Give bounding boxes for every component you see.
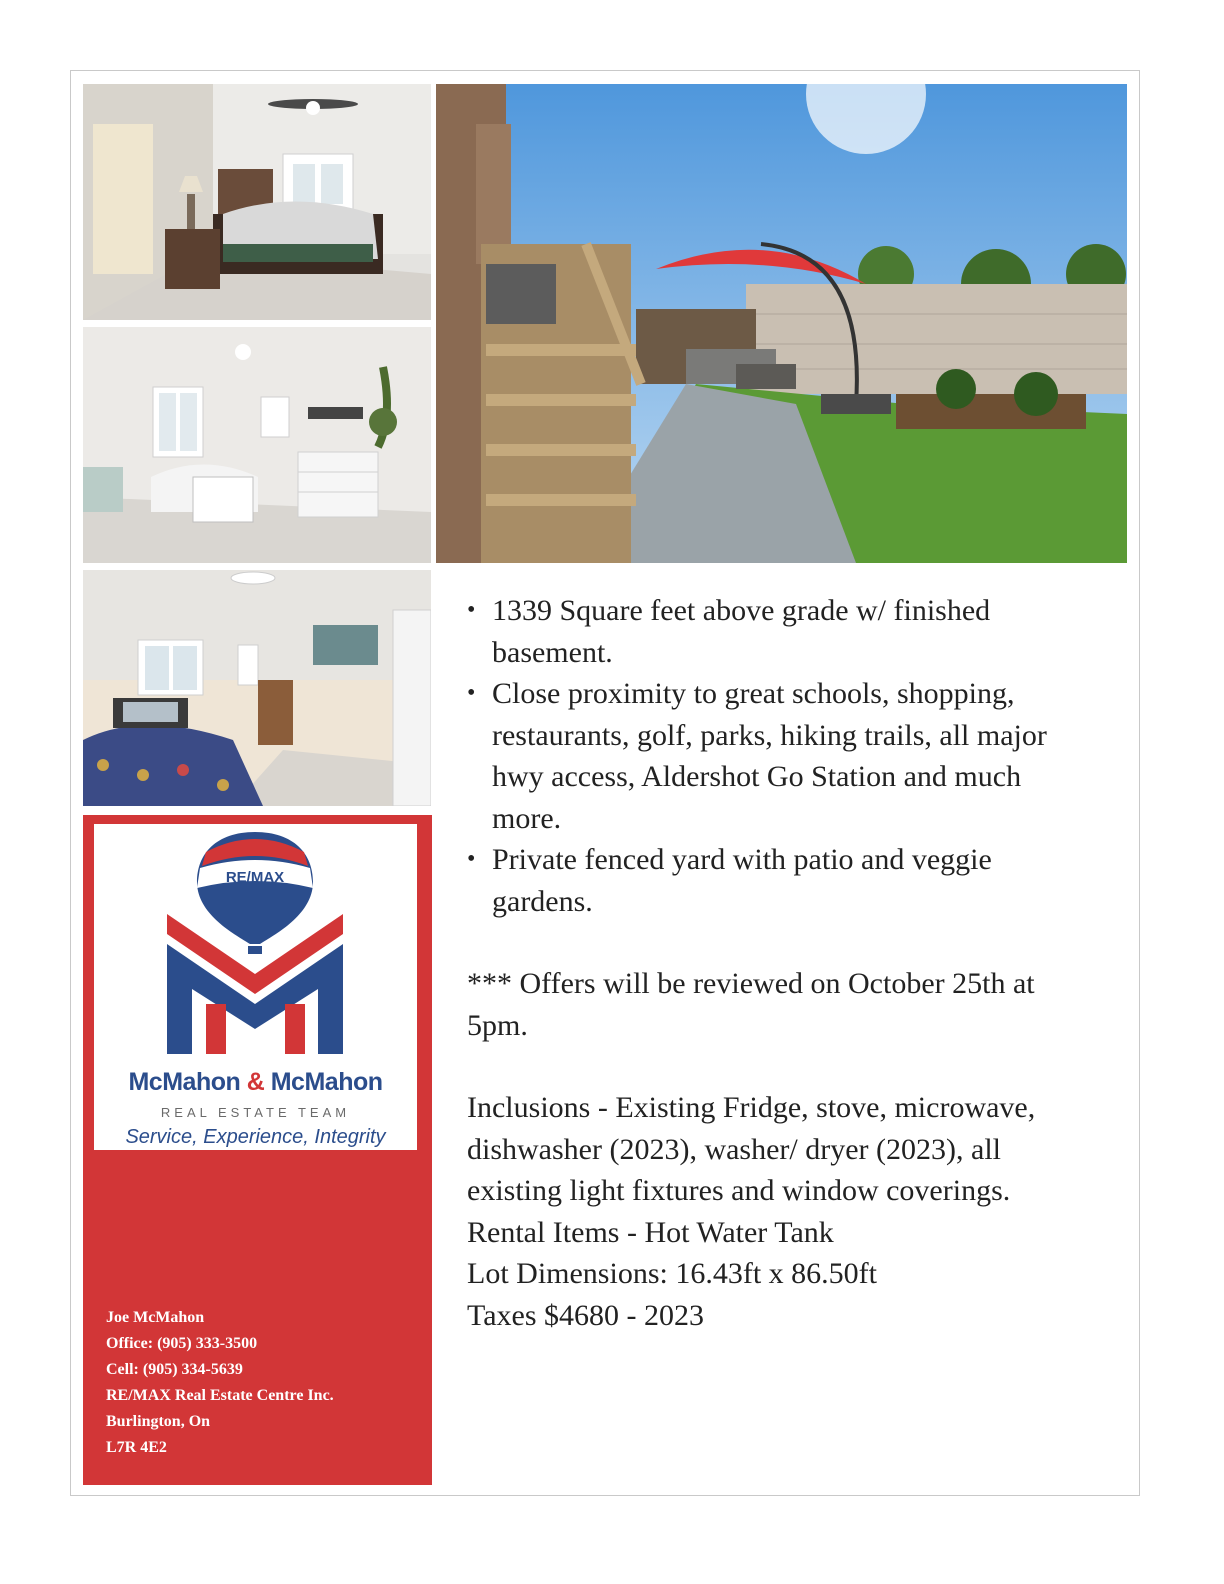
balloon-text: RE/MAX (225, 869, 285, 886)
brand-name: McMahon & McMahon (128, 1068, 383, 1096)
feature-item: • Private fenced yard with patio and veggie gardens. (467, 839, 1087, 922)
office-phone: Office: (905) 333-3500 (106, 1335, 258, 1352)
rental-items: Rental Items - Hot Water Tank (467, 1215, 834, 1249)
team-logo (94, 824, 417, 1150)
bedroom-photo-2 (83, 327, 431, 563)
brand-tagline: Service, Experience, Integrity (125, 1126, 386, 1148)
bedroom-photo-3 (83, 570, 431, 806)
offers-note: *** Offers will be reviewed on October 25th at 5pm. (467, 967, 1035, 1042)
taxes: Taxes $4680 - 2023 (467, 1298, 705, 1332)
backyard-photo (436, 84, 1127, 563)
brokerage-name: RE/MAX Real Estate Centre Inc. (106, 1387, 334, 1404)
feature-item: • Close proximity to great schools, shopping, restaurants, golf, parks, hiking trails, all major hwy access, Aldershot Go Station and much more. (467, 673, 1087, 839)
brand-subtitle: REAL ESTATE TEAM (160, 1105, 351, 1120)
bedroom-photo-1 (83, 84, 431, 320)
agent-name: Joe McMahon (106, 1309, 205, 1326)
lot-dimensions: Lot Dimensions: 16.43ft x 86.50ft (467, 1257, 877, 1290)
inclusions: Inclusions - Existing Fridge, stove, microwave, dishwasher (2023), washer/ dryer (2023), all existing light fixtures and window coverings. (467, 1091, 1036, 1207)
remax-balloon-logo (94, 824, 417, 1064)
agent-contact (106, 1305, 334, 1461)
agent-city: Burlington, On (106, 1413, 211, 1430)
feature-list (467, 590, 1087, 922)
listing-details (467, 590, 1087, 1336)
agent-postal: L7R 4E2 (106, 1439, 167, 1456)
cell-phone: Cell: (905) 334-5639 (106, 1361, 243, 1378)
agent-brand-panel (83, 815, 432, 1485)
feature-item: • 1339 Square feet above grade w/ finished basement. (467, 590, 1087, 673)
